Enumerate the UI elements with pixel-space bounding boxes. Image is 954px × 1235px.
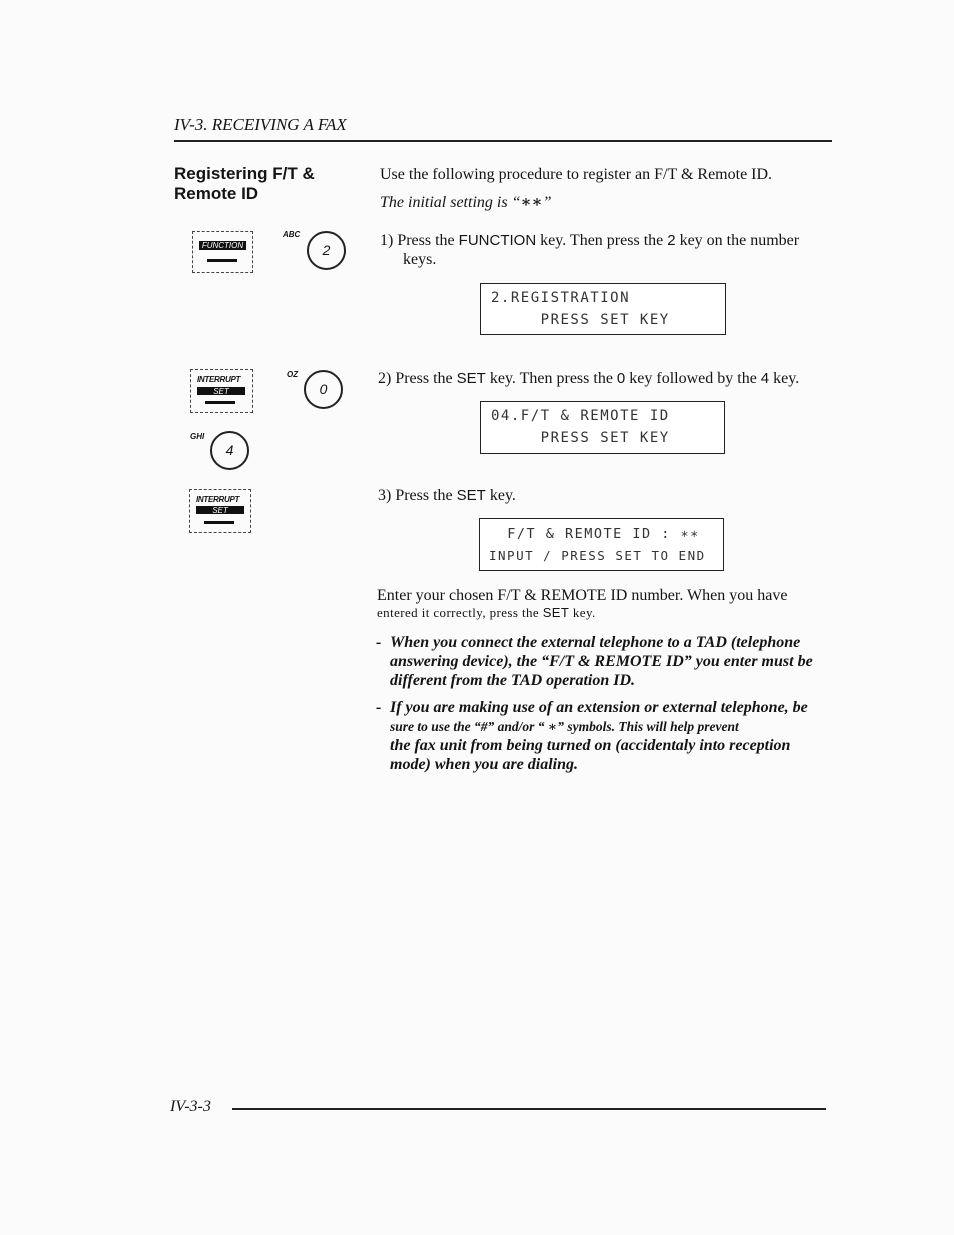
function-key-illustration [192,231,253,273]
set-key-illustration-2 [189,489,251,533]
lcd-display-step-1 [480,283,726,335]
footer-rule [232,1108,826,1110]
step-2-mid-2: key followed by the [625,370,761,387]
step-3-post: key. [485,487,516,504]
step-2-post: key. [769,370,800,387]
set-key-illustration-1 [190,369,253,413]
note-1-line-2: answering device), the “F/T & REMOTE ID” you enter must be [390,653,813,670]
enter-line-2-key: SET [542,605,570,620]
key-0-icon: 0 [304,370,343,409]
initial-setting-value: ∗∗ [520,194,543,211]
note-2-line-1: If you are making use of an extension or external telephone, be [390,699,808,716]
step-1-post: key on the number [675,232,800,249]
note-2 [390,698,830,774]
function-key-label: FUNCTION [199,241,246,250]
key-2-letters: ABC [283,230,301,239]
enter-text-line-2 [377,605,596,621]
enter-line-2-pre: entered it correctly, press the [377,605,543,620]
interrupt-label: INTERRUPT [196,495,240,504]
set-key-label: SET [196,506,244,514]
step-1-text [380,231,799,250]
lcd-line-2: PRESS SET KEY [491,430,670,446]
set-key-label: SET [197,387,245,395]
step-2-key-set: SET [456,370,486,387]
step-1-pre: Press the [397,232,459,249]
note-2-line-3: the fax unit from being turned on (accidentaly into reception [390,737,791,754]
initial-setting-suffix: ” [542,194,552,211]
key-0-letters: OZ [287,370,299,379]
title-line-2: Remote ID [174,184,259,203]
step-3-number: 3) [378,487,392,504]
step-2-pre: Press the [395,370,457,387]
intro-text: Use the following procedure to register an F/T & Remote ID. [380,166,773,183]
set-key-bar [204,521,234,524]
title-line-1: Registering F/T & [174,164,315,183]
note-2-line-4: mode) when you are dialing. [390,756,579,773]
initial-setting [380,193,551,212]
step-3-key-set: SET [456,487,486,504]
enter-text-line-1: Enter your chosen F/T & REMOTE ID number. When you have [377,587,788,604]
lcd-display-step-2 [480,401,725,454]
step-1-key-2: 2 [667,232,676,249]
step-1-line-2: keys. [403,251,437,268]
page-title [174,164,364,204]
step-1-number: 1) [380,232,394,249]
note-1-dash: - [376,634,382,651]
step-1-mid: key. Then press the [536,232,668,249]
step-2-text [378,369,799,388]
lcd-line-1: F/T & REMOTE ID : ∗∗ [488,526,700,542]
step-2-key-0: 0 [616,370,626,387]
note-1-line-3: different from the TAD operation ID. [390,672,636,689]
page-number: IV-3-3 [170,1098,211,1115]
lcd-line-2: PRESS SET KEY [491,312,670,328]
key-4-icon: 4 [210,431,249,470]
step-1-key-function: FUNCTION [458,232,537,249]
step-3-pre: Press the [395,487,457,504]
initial-setting-prefix: The initial setting is “ [380,194,521,211]
note-1-line-1: When you connect the external telephone to a TAD (telephone [390,634,801,651]
header-rule [174,140,832,142]
note-2-line-2: sure to use the “#” and/or “ ∗” symbols. This will help prevent [390,719,739,734]
lcd-line-2: INPUT / PRESS SET TO END [489,548,706,563]
step-2-mid: key. Then press the [485,370,617,387]
key-4-letters: GHI [190,432,205,441]
step-2-key-4: 4 [760,370,770,387]
set-key-bar [205,401,235,404]
enter-line-2-post: key. [569,605,596,620]
step-3-text [378,486,516,505]
lcd-line-1: 2.REGISTRATION [491,290,631,306]
note-1 [390,633,830,690]
interrupt-label: INTERRUPT [197,375,241,384]
function-key-bar [207,259,237,262]
note-2-dash: - [376,699,382,716]
step-2-number: 2) [378,370,392,387]
lcd-line-1: 04.F/T & REMOTE ID [491,408,670,424]
key-2-icon: 2 [307,231,346,270]
section-header: IV-3. RECEIVING A FAX [174,115,347,134]
lcd-display-step-3 [479,518,724,571]
